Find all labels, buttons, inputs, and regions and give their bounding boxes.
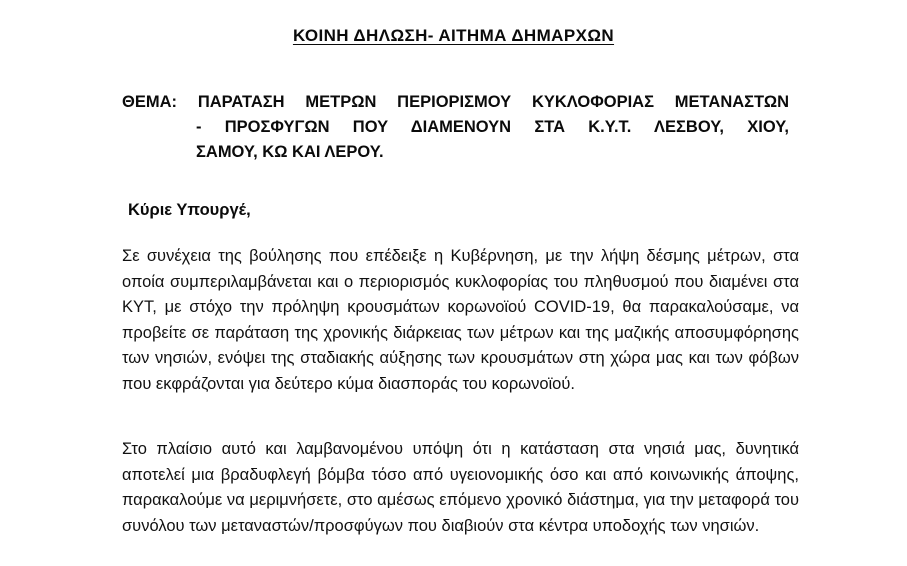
page-title: ΚΟΙΝΗ ΔΗΛΩΣΗ- ΑΙΤΗΜΑ ΔΗΜΑΡΧΩΝ [292,26,615,45]
paragraph-2-text: Στο πλαίσιο αυτό και λαμβανομένου υπόψη ότι η κατάσταση στα νησιά μας, δυνητικά αποτελεί μια βραδυφλεγή βόμβα τόσο από υγειονομικής όσο και από κοινωνικής άποψης, παρακαλούμε να μεριμνήσετε, στο αμέσως επόμενο χρονικό διάστημα, για την μεταφορά του συνόλου των μεταναστών/προσφύγων που διαβιούν στα κέντρα υποδοχής των νησιών. [122,440,799,535]
body-paragraph-2 [0,437,907,539]
document-page [0,26,907,566]
salutation: Κύριε Υπουργέ, [128,201,251,219]
paragraph-1-text: Σε συνέχεια της βούλησης που επέδειξε η Κυβέρνηση, με την λήψη δέσμης μέτρων, στα οποία συμπεριλαμβάνεται και ο περιορισμός κυκλοφορίας του πληθυσμού που διαμένει στα ΚΥΤ, με στόχο την πρόληψη κρουσμάτων κορωνοϊού COVID-19, θα παρακαλούσαμε, να προβείτε σε παράταση της χρονικής διάρκειας των μέτρων και της μαζικής αποσυμφόρησης των νησιών, ενόψει της σταδιακής αύξησης των κρουσμάτων στη χώρα μας και των φόβων που εκφράζονται για δεύτερο κύμα διασποράς του κορωνοϊού. [122,247,799,393]
subject-line-2: - ΠΡΟΣΦΥΓΩΝ ΠΟΥ ΔΙΑΜΕΝΟΥΝ ΣΤΑ Κ.Υ.Τ. ΛΕΣΒΟΥ, ΧΙΟΥ, [196,118,789,136]
subject-line-1: ΘΕΜΑ: ΠΑΡΑΤΑΣΗ ΜΕΤΡΩΝ ΠΕΡΙΟΡΙΣΜΟΥ ΚΥΚΛΟΦΟΡΙΑΣ ΜΕΤΑΝΑΣΤΩΝ [122,93,789,111]
subject-block [0,90,907,165]
subject-line-3: ΣΑΜΟΥ, ΚΩ ΚΑΙ ΛΕΡΟΥ. [196,143,384,161]
body-paragraph-1 [0,244,907,397]
